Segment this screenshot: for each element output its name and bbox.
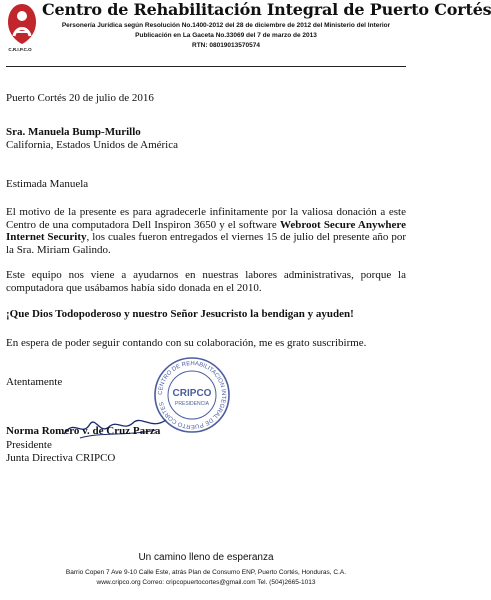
footer-slogan: Un camino lleno de esperanza bbox=[138, 552, 274, 563]
footer-contact: www.cripco.org Correo: cripcopuertocortes@gmail.com Tel. (504)2665-1013 bbox=[96, 579, 316, 586]
signer-role: Presidente bbox=[6, 439, 52, 451]
date-line: Puerto Cortés 20 de julio de 2016 bbox=[6, 92, 154, 104]
recipient-location: California, Estados Unidos de América bbox=[6, 139, 178, 151]
logo-caption: C.R.I.P.C.O bbox=[8, 47, 32, 52]
seal-ring-text: CENTRO DE REHABILITACION INTEGRAL DE PUERTO CORTES bbox=[157, 360, 227, 430]
software-name: Webroot Secure Anywhere Internet Security bbox=[6, 218, 406, 243]
paragraph-donation-part2: , los cuales fueron entregados el viernes 15 de julio del presente año por la Sra. Miriam Galindo. bbox=[6, 231, 407, 256]
official-seal-icon bbox=[152, 355, 232, 435]
greeting: Estimada Manuela bbox=[6, 178, 89, 190]
gazette-publication-line: Publicación en La Gaceta No.33069 del 7 de marzo de 2013 bbox=[135, 32, 317, 39]
seal-center-text: CRIPCO bbox=[172, 388, 212, 399]
organization-title: Centro de Rehabilitación Integral de Puerto Cortés bbox=[42, 0, 491, 19]
recipient-name: Sra. Manuela Bump-Murillo bbox=[6, 126, 141, 138]
blessing-line: ¡Que Dios Todopoderoso y nuestro Señor Jesucristo la bendigan y ayuden! bbox=[6, 308, 354, 320]
rtn-line: RTN: 08019013570574 bbox=[192, 42, 260, 49]
closing-paragraph: En espera de poder seguir contando con su colaboración, me es grato suscribirme. bbox=[6, 337, 367, 349]
signer-organization: Junta Directiva CRIPCO bbox=[6, 452, 116, 464]
paragraph-equipment: Este equipo nos viene a ayudarnos en nuestras labores administrativas, porque la computadora que usábamos había sido donada en el 2010. bbox=[6, 269, 406, 294]
signer-name: Norma Romero v. de Cruz Parza bbox=[6, 425, 161, 437]
footer-address: Barrio Copen 7 Ave 9-10 Calle Este, atrás Plan de Consumo ENP, Puerto Cortés, Honduras, C.A. bbox=[65, 569, 347, 576]
closing-salutation: Atentamente bbox=[6, 376, 63, 388]
paragraph-donation bbox=[6, 206, 406, 256]
seal-sub-text: PRESIDENCIA bbox=[175, 401, 209, 407]
header-divider bbox=[6, 66, 406, 67]
cripco-logo-icon bbox=[4, 2, 40, 46]
paragraph-donation-part1: El motivo de la presente es para agradecerle infinitamente por la valiosa donación a este Centro de una computadora Dell Inspiron 3650 y el software bbox=[6, 206, 406, 231]
legal-registration-line: Personería Jurídica según Resolución No.1400-2012 del 28 de diciembre de 2012 del Ministerio del Interior bbox=[61, 22, 391, 29]
